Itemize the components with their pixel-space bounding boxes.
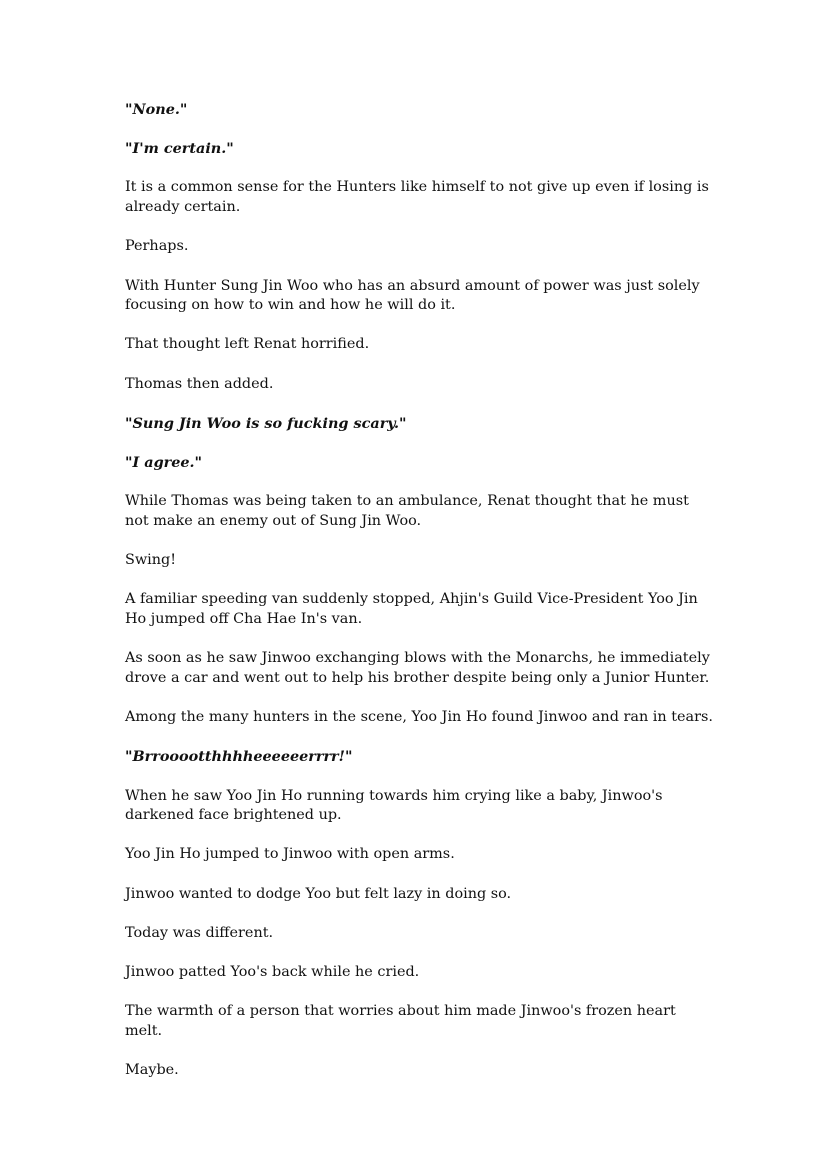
document-body — [125, 100, 715, 1100]
narration-paragraph: A familiar speeding van suddenly stopped, Ahjin's Guild Vice-President Yoo Jin Ho jumped off Cha Hae In's van. — [125, 591, 698, 628]
dialogue-line: "Sung Jin Woo is so fucking scary." — [125, 414, 407, 432]
narration-paragraph: When he saw Yoo Jin Ho running towards him crying like a baby, Jinwoo's darkened face brightened up. — [125, 787, 663, 824]
narration-paragraph: Perhaps. — [125, 238, 189, 255]
narration-paragraph: As soon as he saw Jinwoo exchanging blows with the Monarchs, he immediately drove a car and went out to help his brother despite being only a Junior Hunter. — [125, 650, 710, 686]
narration-paragraph: Yoo Jin Ho jumped to Jinwoo with open arms. — [125, 846, 455, 863]
narration-paragraph: While Thomas was being taken to an ambulance, Renat thought that he must not make an enemy out of Sung Jin Woo. — [125, 493, 689, 529]
dialogue-line: "I agree." — [125, 454, 203, 472]
narration-paragraph: It is a common sense for the Hunters like himself to not give up even if losing is already certain. — [125, 179, 709, 216]
dialogue-line: "None." — [125, 101, 188, 118]
narration-paragraph: That thought left Renat horrified. — [125, 336, 370, 353]
dialogue-line: "I'm certain." — [125, 140, 234, 158]
narration-paragraph: Among the many hunters in the scene, Yoo Jin Ho found Jinwoo and ran in tears. — [125, 709, 713, 726]
narration-paragraph: Swing! — [125, 552, 177, 569]
dialogue-line: "Brrooootthhhheeeeeerrrr!" — [125, 748, 353, 766]
narration-paragraph: Today was different. — [125, 924, 274, 941]
narration-paragraph: Maybe. — [125, 1062, 179, 1079]
narration-paragraph: The warmth of a person that worries about him made Jinwoo's frozen heart melt. — [125, 1003, 676, 1039]
narration-paragraph: Jinwoo wanted to dodge Yoo but felt lazy in doing so. — [125, 885, 512, 902]
narration-paragraph: Jinwoo patted Yoo's back while he cried. — [125, 964, 420, 981]
narration-paragraph: Thomas then added. — [125, 375, 274, 392]
narration-paragraph: With Hunter Sung Jin Woo who has an absurd amount of power was just solely focusing on how to win and how he will do it. — [125, 277, 700, 314]
